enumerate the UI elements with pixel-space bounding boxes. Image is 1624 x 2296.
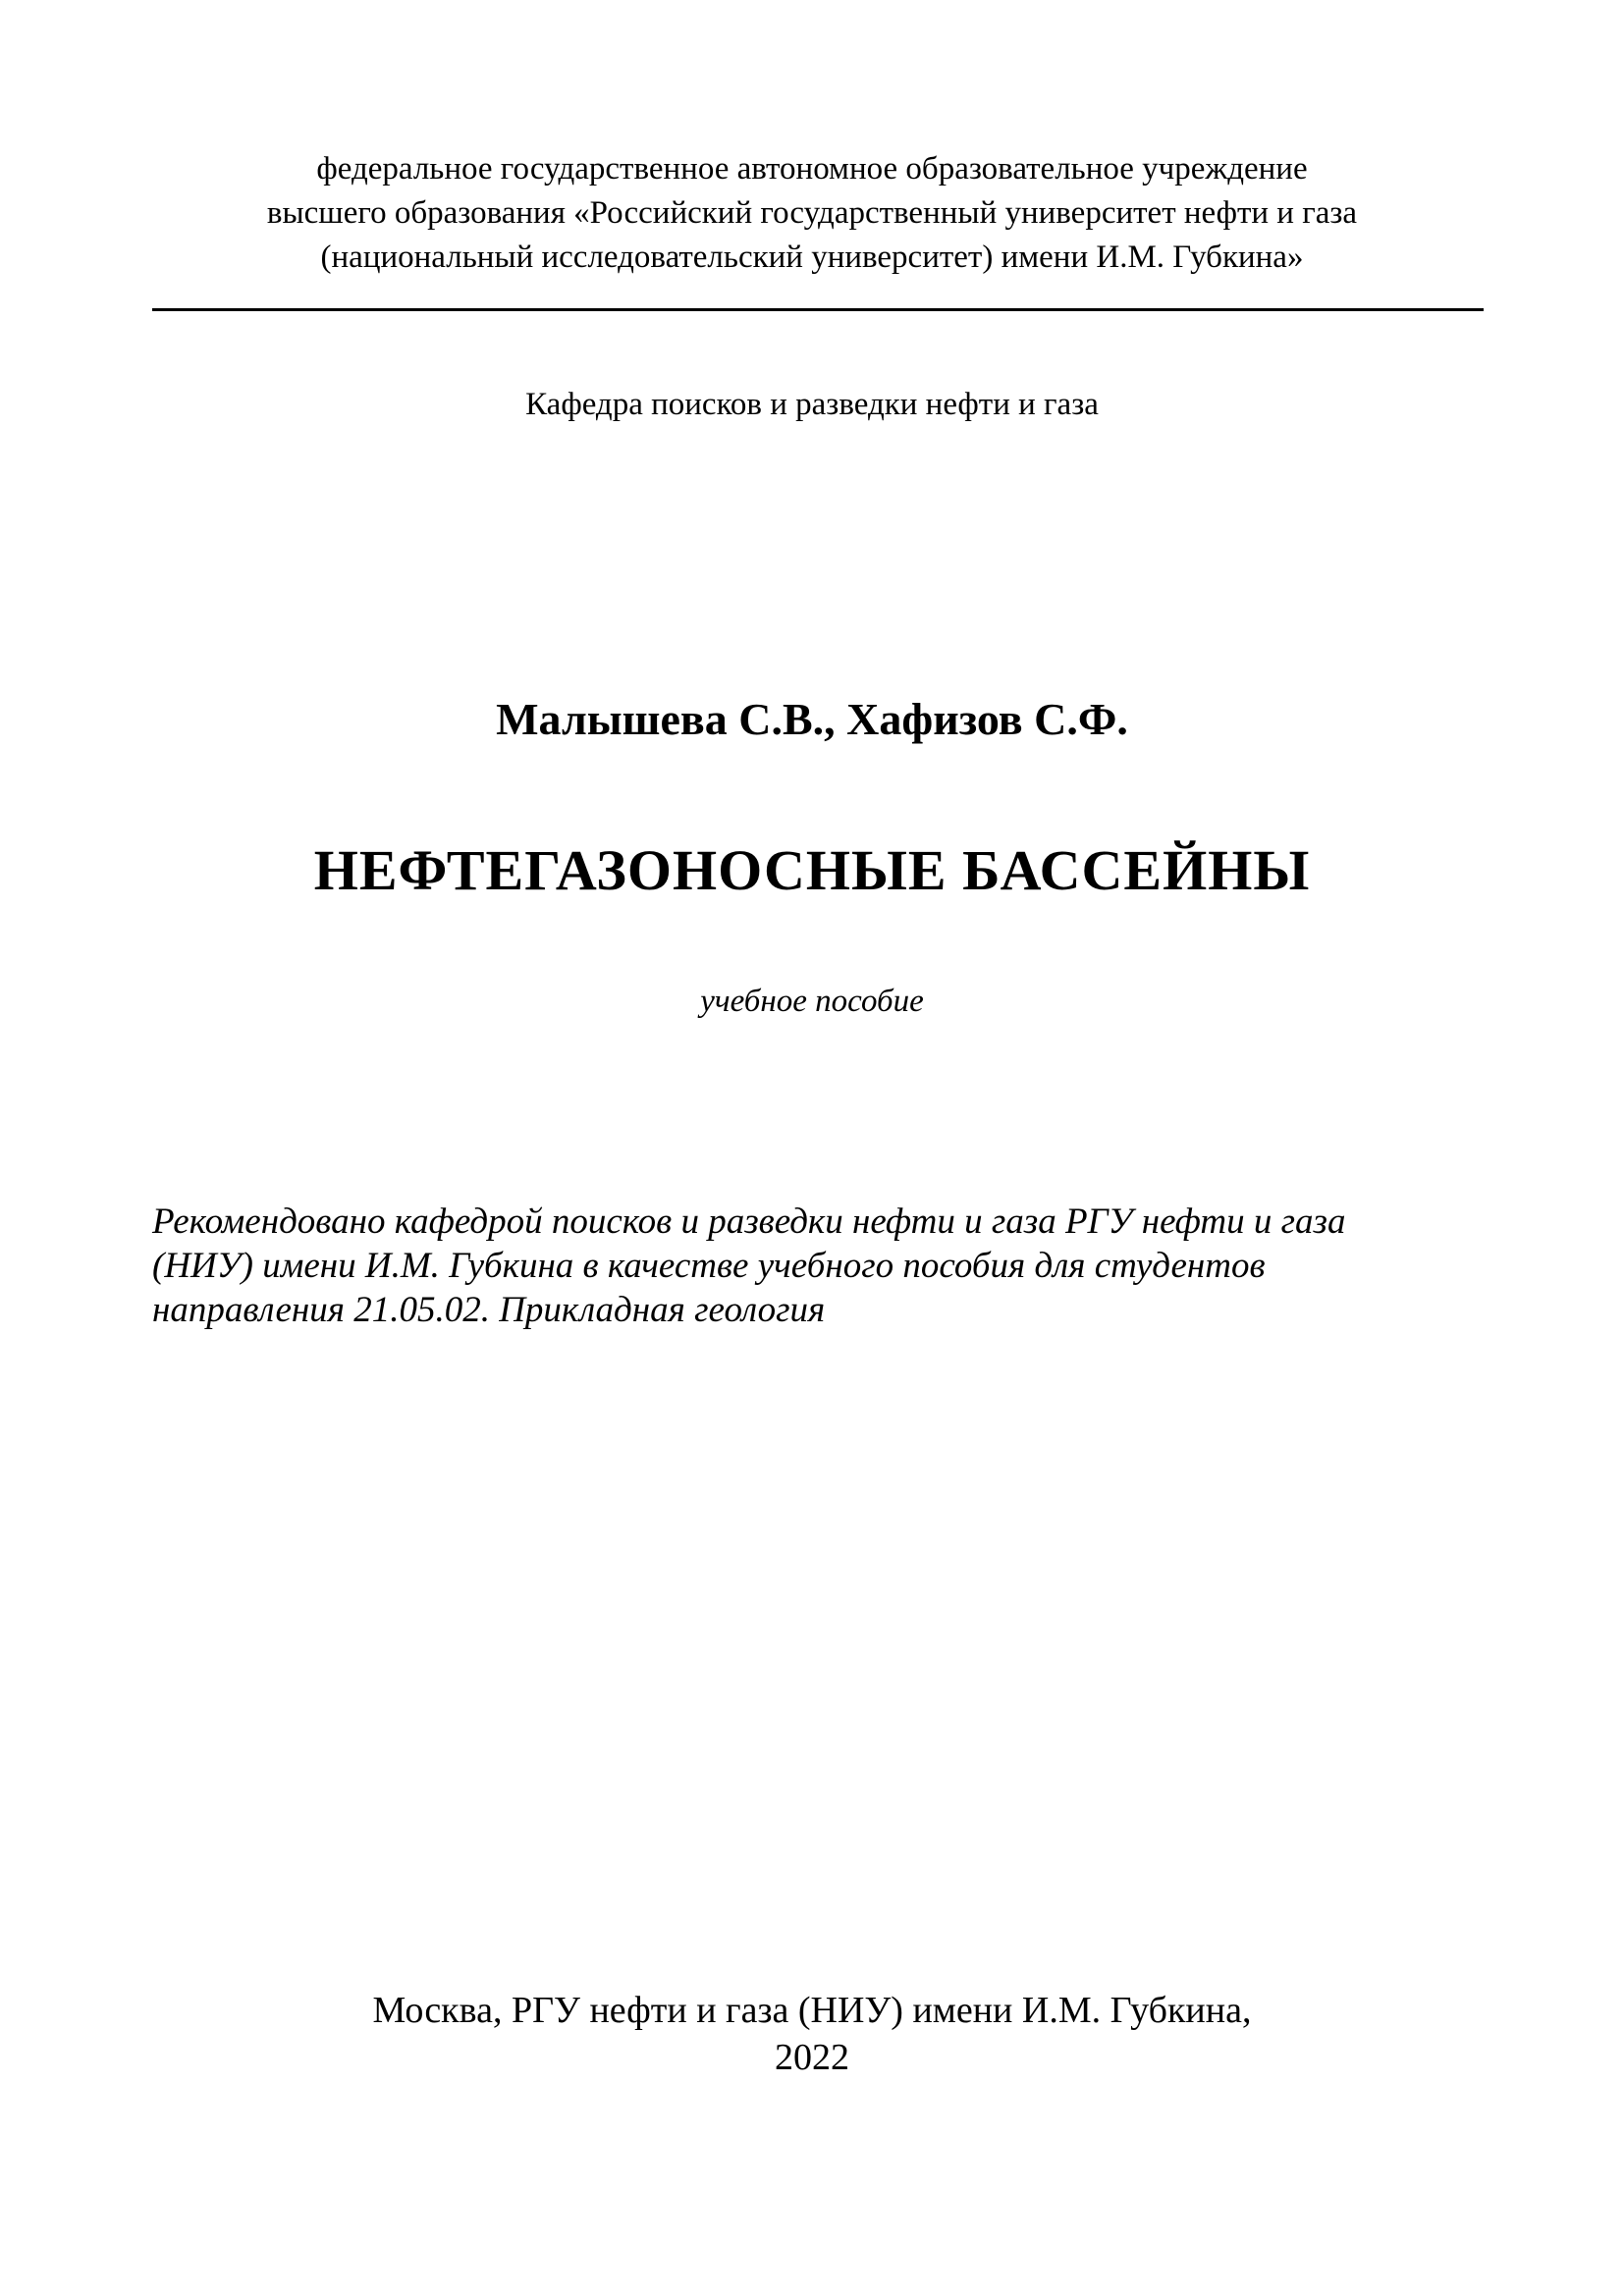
recommendation-line: направления 21.05.02. Прикладная геология (152, 1290, 826, 1330)
institution-line: высшего образования «Российский государственный университет нефти и газа (266, 195, 1358, 231)
imprint (147, 1987, 1477, 2081)
document-title: НЕФТЕГАЗОНОСНЫЕ БАССЕЙНЫ (313, 838, 1311, 902)
institution-line: (национальный исследовательский университет) имени И.М. Губкина» (320, 240, 1304, 275)
document-subtitle: учебное пособие (700, 984, 924, 1019)
authors: Малышева С.В., Хафизов С.Ф. (496, 694, 1128, 744)
recommendation-line: (НИУ) имени И.М. Губкина в качестве учебного пособия для студентов (152, 1246, 1266, 1286)
imprint-year: 2022 (775, 2037, 849, 2078)
imprint-place-publisher: Москва, РГУ нефти и газа (НИУ) имени И.М. Губкина, (372, 1990, 1252, 2031)
recommendation-line: Рекомендовано кафедрой поисков и разведки нефти и газа РГУ нефти и газа (152, 1201, 1346, 1242)
recommendation-note (152, 1200, 1484, 1332)
header-divider (152, 308, 1484, 311)
institution-line: федеральное государственное автономное образовательное учреждение (316, 151, 1308, 187)
institution-header (147, 147, 1477, 280)
department-name: Кафедра поисков и разведки нефти и газа (525, 387, 1099, 422)
